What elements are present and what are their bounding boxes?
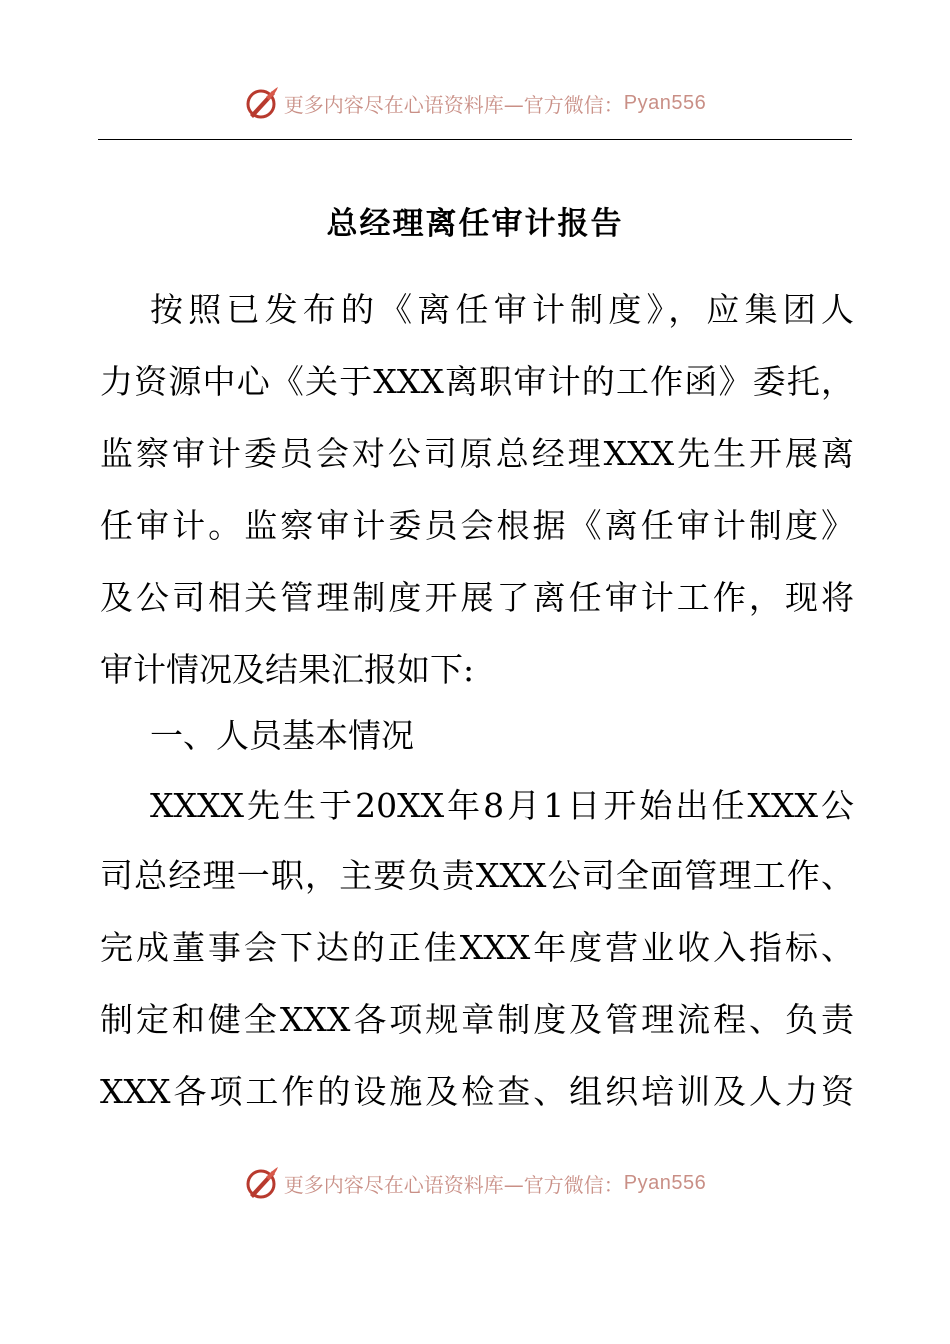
section-heading: 一、人员基本情况 xyxy=(150,716,414,755)
paragraph-line: 监察审计委员会对公司原总经理XXX先生开展离 xyxy=(100,434,854,473)
paragraph-line: XXXX先生于20XX年8月1日开始出任XXX公 xyxy=(150,786,854,825)
watermark-text: 更多内容尽在心语资料库—官方微信： xyxy=(283,1172,624,1197)
header-divider xyxy=(98,139,852,140)
paragraph-line: 制定和健全XXX各项规章制度及管理流程、负责 xyxy=(100,1000,854,1039)
paragraph-line: 力资源中心《关于XXX离职审计的工作函》委托， xyxy=(100,362,854,401)
watermark-handle: Pyan556 xyxy=(623,91,707,114)
paragraph-line: 司总经理一职，主要负责XXX公司全面管理工作、 xyxy=(100,856,854,895)
watermark-text: 更多内容尽在心语资料库—官方微信： xyxy=(283,92,624,117)
document-title: 总经理离任审计报告 xyxy=(326,206,624,242)
footer-watermark xyxy=(0,1165,950,1201)
quill-logo-icon xyxy=(244,85,280,121)
paragraph-line: 审计情况及结果汇报如下: xyxy=(100,650,475,689)
paragraph-line: 按照已发布的《离任审计制度》，应集团人 xyxy=(150,290,854,329)
paragraph-line: XXX各项工作的设施及检查、组织培训及人力资 xyxy=(100,1072,854,1111)
paragraph-line: 及公司相关管理制度开展了离任审计工作，现将 xyxy=(100,578,854,617)
paragraph-line: 任审计。监察审计委员会根据《离任审计制度》 xyxy=(100,506,854,545)
quill-logo-icon xyxy=(244,1165,280,1201)
header-watermark xyxy=(0,85,950,121)
watermark-handle: Pyan556 xyxy=(623,1171,707,1194)
paragraph-line: 完成董事会下达的正佳XXX年度营业收入指标、 xyxy=(100,928,854,967)
